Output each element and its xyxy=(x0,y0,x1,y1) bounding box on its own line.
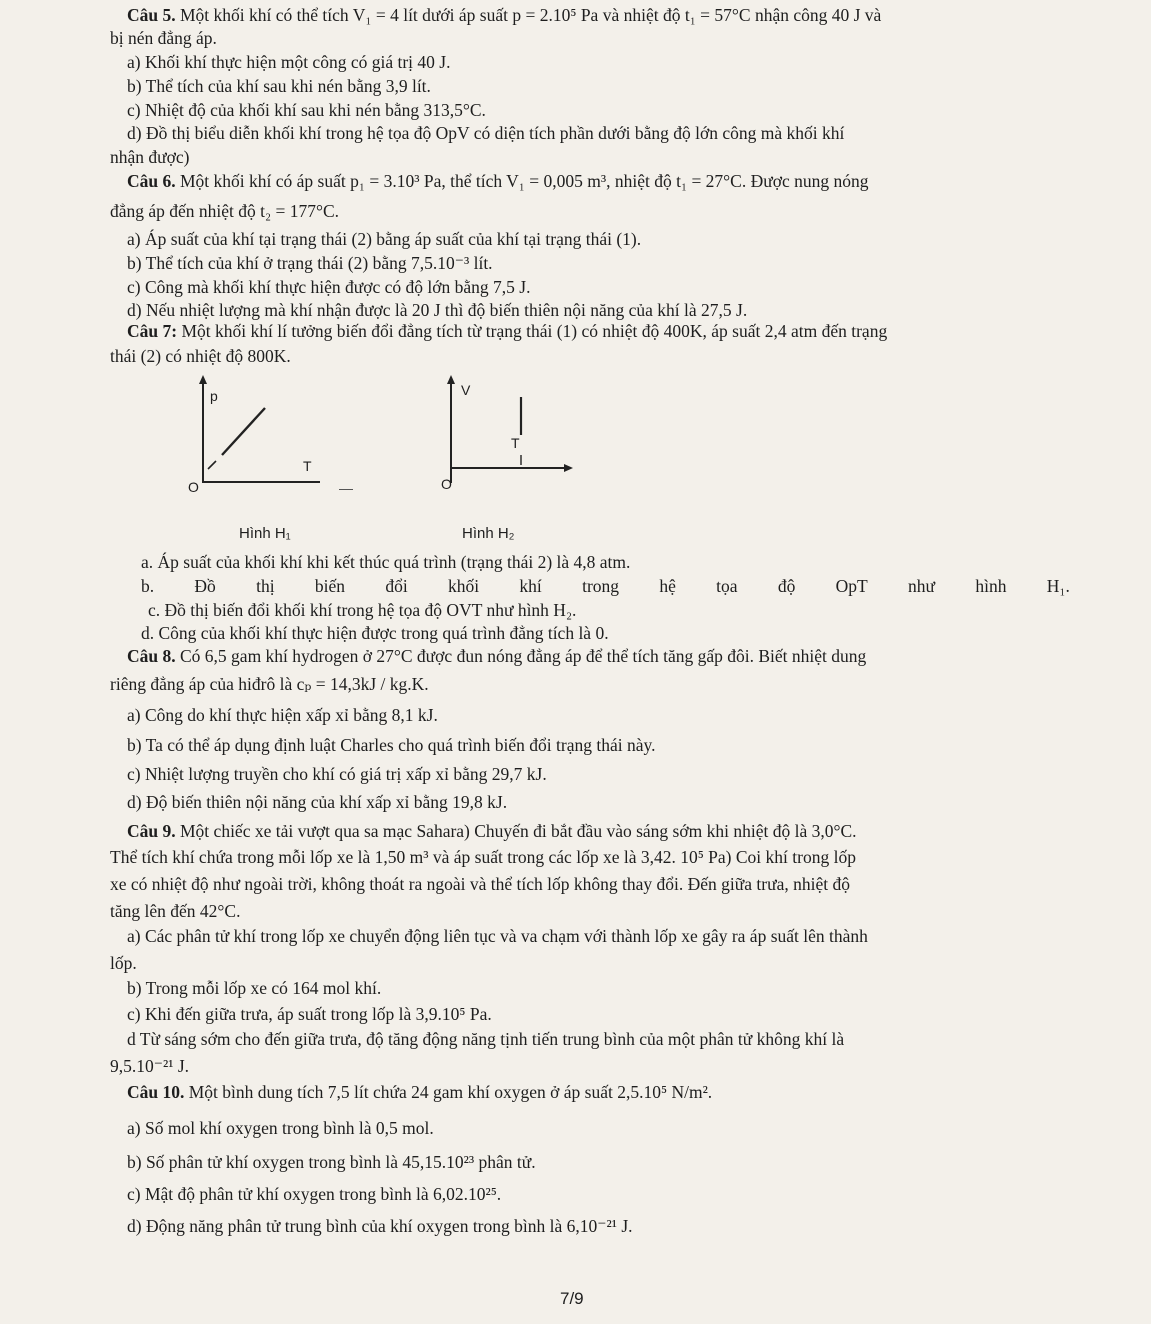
h2-v-label: V xyxy=(461,382,471,398)
q7-option-b-word: khí xyxy=(519,576,542,596)
q10-option-b: b) Số phân tử khí oxygen trong bình là 45,15.10²³ phân tử. xyxy=(127,1152,536,1172)
q7-option-b-word: H₁. xyxy=(1046,576,1070,596)
q8-line2: riêng đẳng áp của hiđrô là cₚ = 14,3kJ / kg.K. xyxy=(110,674,429,694)
h2-origin-label: O xyxy=(441,476,452,492)
q7-option-b-word: OpT xyxy=(835,576,868,596)
q10-line1 xyxy=(127,1081,712,1103)
h1-dashed-segment xyxy=(208,461,216,469)
q7-option-b-word: hệ xyxy=(659,576,676,596)
q7-option-b-word: b. xyxy=(141,576,155,596)
q5-line1 xyxy=(127,4,881,26)
q9-option-a-line2: lốp. xyxy=(110,953,137,973)
q5-option-d-line2: nhận được) xyxy=(110,147,190,167)
q7-option-b-word: như xyxy=(908,576,936,596)
q7-option-d: d. Công của khối khí thực hiện được trong quá trình đẳng tích là 0. xyxy=(141,623,609,643)
q8-option-c: c) Nhiệt lượng truyền cho khí có giá trị xấp xỉ bằng 29,7 kJ. xyxy=(127,764,547,784)
h2-t-axis-arrow xyxy=(564,464,573,472)
figure-h2-graph xyxy=(425,375,585,495)
h2-v-axis-arrow xyxy=(447,375,455,384)
q7-option-b-word: hình xyxy=(975,576,1007,596)
h2-t-label: T xyxy=(511,435,520,451)
q7-line1 xyxy=(127,320,887,342)
q6-option-a: a) Áp suất của khí tại trạng thái (2) bằng áp suất của khí tại trạng thái (1). xyxy=(127,229,642,249)
q5-option-a: a) Khối khí thực hiện một công có giá trị 40 J. xyxy=(127,52,451,72)
q7-option-b-word: độ xyxy=(777,576,796,596)
h1-t-label: T xyxy=(303,458,312,474)
h1-process-line xyxy=(222,408,265,455)
q6-option-c: c) Công mà khối khí thực hiện được có độ lớn bằng 7,5 J. xyxy=(127,277,531,297)
q9-text-1: Một chiếc xe tải vượt qua sa mạc Sahara) Chuyến đi bắt đầu vào sáng sớm khi nhiệt độ là 3,0°C. xyxy=(180,821,857,841)
q5-option-b: b) Thể tích của khí sau khi nén bằng 3,9 lít. xyxy=(127,76,431,96)
q7-option-c: c. Đồ thị biến đổi khối khí trong hệ tọa độ OVT như hình H₂. xyxy=(148,600,577,620)
q6-line1 xyxy=(127,170,869,192)
q6-option-b: b) Thể tích của khí ở trạng thái (2) bằng 7,5.10⁻³ lít. xyxy=(127,253,493,273)
q6-option-d: d) Nếu nhiệt lượng mà khí nhận được là 20 J thì độ biến thiên nội năng của khí là 27,5 J. xyxy=(127,300,748,320)
q8-option-d: d) Độ biến thiên nội năng của khí xấp xỉ bằng 19,8 kJ. xyxy=(127,792,508,812)
q7-option-b-word: đổi xyxy=(385,576,408,596)
h1-p-axis-arrow xyxy=(199,375,207,384)
q10-text-1: Một bình dung tích 7,5 lít chứa 24 gam khí oxygen ở áp suất 2,5.10⁵ N/m². xyxy=(188,1082,713,1102)
q8-option-b: b) Ta có thể áp dụng định luật Charles cho quá trình biến đổi trạng thái này. xyxy=(127,735,656,755)
q6-title: Câu 6. xyxy=(127,171,176,191)
q8-option-a: a) Công do khí thực hiện xấp xỉ bằng 8,1 kJ. xyxy=(127,705,438,725)
q7-option-b-word: Đồ xyxy=(194,576,216,596)
q7-option-b-word: khối xyxy=(448,576,480,596)
q9-option-a-line1: a) Các phân tử khí trong lốp xe chuyển động liên tục và va chạm với thành lốp xe gây ra áp suất lên thành xyxy=(127,926,868,946)
q5-line2: bị nén đẳng áp. xyxy=(110,28,217,48)
q7-option-b-word: tọa xyxy=(716,576,738,596)
q8-line1 xyxy=(127,645,866,667)
q9-option-d-line2: 9,5.10⁻²¹ J. xyxy=(110,1056,190,1076)
q7-option-b-word: trong xyxy=(582,576,620,596)
q8-text-1: Có 6,5 gam khí hydrogen ở 27°C được đun nóng đẳng áp để thể tích tăng gấp đôi. Biết nhiệt dung xyxy=(180,646,867,666)
h1-origin-label: O xyxy=(188,479,199,495)
q9-title: Câu 9. xyxy=(127,821,176,841)
q9-line4: tăng lên đến 42°C. xyxy=(110,901,241,921)
q9-option-c: c) Khi đến giữa trưa, áp suất trong lốp là 3,9.10⁵ Pa. xyxy=(127,1004,492,1024)
q9-option-d-line1: d Từ sáng sớm cho đến giữa trưa, độ tăng động năng tịnh tiến trung bình của một phân tử không khí là xyxy=(127,1029,845,1049)
q7-option-b-word: biến xyxy=(314,576,346,596)
q7-option-b xyxy=(141,575,1070,597)
dash-separator xyxy=(339,489,353,490)
q6-line2: đẳng áp đến nhiệt độ t₂ = 177°C. xyxy=(110,201,340,221)
q9-option-b: b) Trong mỗi lốp xe có 164 mol khí. xyxy=(127,978,382,998)
q5-option-c: c) Nhiệt độ của khối khí sau khi nén bằng 313,5°C. xyxy=(127,100,486,120)
q10-option-a: a) Số mol khí oxygen trong bình là 0,5 mol. xyxy=(127,1118,434,1138)
figure-h1-graph xyxy=(170,375,330,495)
q8-title: Câu 8. xyxy=(127,646,176,666)
q7-text-1: Một khối khí lí tưởng biến đổi đẳng tích từ trạng thái (1) có nhiệt độ 400K, áp suất 2,4 atm đến trạng xyxy=(181,321,888,341)
q9-line2: Thể tích khí chứa trong mỗi lốp xe là 1,50 m³ và áp suất trong các lốp xe là 3,42. 10⁵ Pa) Coi khí trong lốp xyxy=(110,847,856,867)
figure-h1-caption: Hình H₁ xyxy=(239,525,291,542)
h1-p-label: p xyxy=(210,388,218,404)
q10-title: Câu 10. xyxy=(127,1082,185,1102)
q6-text-1: Một khối khí có áp suất p₁ = 3.10³ Pa, thể tích V₁ = 0,005 m³, nhiệt độ t₁ = 27°C. Được nung nóng xyxy=(180,171,869,191)
q5-option-d-line1: d) Đồ thị biểu diễn khối khí trong hệ tọa độ OpV có diện tích phần dưới bằng độ lớn công mà khối khí xyxy=(127,123,845,143)
q9-line1 xyxy=(127,820,857,842)
q7-option-a: a. Áp suất của khối khí khi kết thúc quá trình (trạng thái 2) là 4,8 atm. xyxy=(141,552,631,572)
q7-line2: thái (2) có nhiệt độ 800K. xyxy=(110,346,291,366)
q7-option-b-word: thị xyxy=(256,576,275,596)
q5-text-1: Một khối khí có thể tích V₁ = 4 lít dưới áp suất p = 2.10⁵ Pa và nhiệt độ t₁ = 57°C nhận công 40 J và xyxy=(180,5,882,25)
q9-line3: xe có nhiệt độ như ngoài trời, không thoát ra ngoài và thể tích lốp không thay đổi. Đến giữa trưa, nhiệt độ xyxy=(110,874,850,894)
page-number: 7/9 xyxy=(560,1289,584,1308)
q7-title: Câu 7: xyxy=(127,321,178,341)
q10-option-d: d) Động năng phân tử trung bình của khí oxygen trong bình là 6,10⁻²¹ J. xyxy=(127,1216,633,1236)
figure-h2-caption: Hình H₂ xyxy=(462,525,515,542)
q5-title: Câu 5. xyxy=(127,5,176,25)
q10-option-c: c) Mật độ phân tử khí oxygen trong bình là 6,02.10²⁵. xyxy=(127,1184,502,1204)
